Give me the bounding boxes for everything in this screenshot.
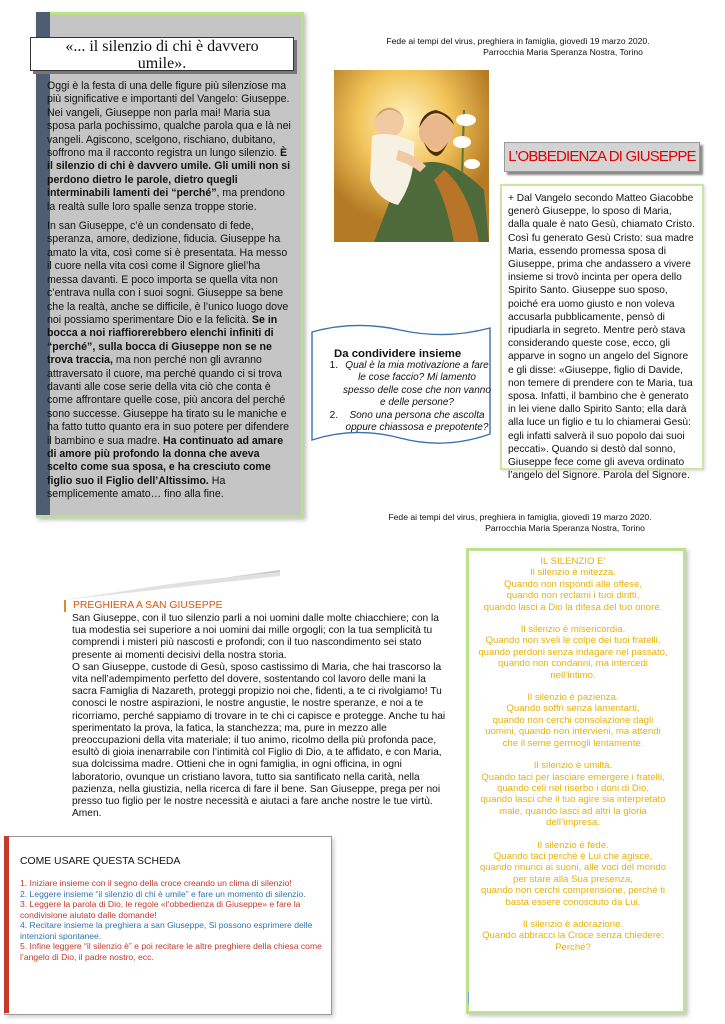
text-run: In san Giuseppe, c’è un condensato di fede, speranza, amore, dedizione, fiducia. Giuseppe ha amato la vita, così come si è presentata. Ha messo il cuore nella vita così come il Signore gliel’ha messa davanti. E poco importa se quella vita non c’entrava nulla con i suoi sogni. Giuseppe sa bene che la realtà, anche se difficile, è l’unico luogo dove noi possiamo sperimentare Dio e la felicità. xyxy=(47,220,289,326)
condividere-title: Da condividere insieme xyxy=(334,348,462,360)
silenzio-line: dell’impresa. xyxy=(546,817,600,829)
usare-item: 4. Recitare insieme la preghiera a san Giuseppe, Si possono esprimere delle intenzioni spontanee. xyxy=(20,920,313,941)
silenzio-line: Quando non rispondi alle offese, xyxy=(504,578,642,590)
silenzio-line: Quando taci per lasciare emergere i fratelli, xyxy=(481,771,665,783)
usare-item: 2. Leggere insieme “il silenzio di chi è umile” e fare un momento di silenzio. xyxy=(20,888,306,899)
usare-list xyxy=(20,878,326,962)
text-run: Oggi è la festa di una delle figure più silenziose ma più significative e importanti del Vangelo: Giuseppe. Nei vangeli, Giuseppe non parla mai! Maria sua sposa parla pochissimo, qualche parola qua e là nei vangeli. Agiscono, scelgono, rischiano, dubitano, soffrono ma il racconto registra un lungo silenzio. xyxy=(47,80,291,160)
silenzio-line: quando rinunci ai suoni, alle voci del mondo xyxy=(479,862,667,874)
silenzio-line: per stare alla Sua presenza, xyxy=(513,873,633,885)
gospel-text: + Dal Vangelo secondo Matteo Giacobbe generò Giuseppe, lo sposo di Maria, dalla quale è nato Gesù, chiamato Cristo. Così fu generato Gesù Cristo: sua madre Maria, essendo promessa sposa di Giuseppe, prima che andassero a vivere insieme si trovò incinta per opera dello Spirito Santo. Giuseppe suo sposo, poiché era uomo giusto e non voleva accusarla pubblicamente, pensò di ripudiarla in segreto. Mentre però stava considerando queste cose, ecco, gli apparve in sogno un angelo del Signore e gli disse: «Giuseppe, figlio di Davide, non temere di prendere con te Maria, tua sposa. Infatti, il bambino che è generato in lei viene dallo Spirito Santo; ella darà alla luce un figlio e tu lo chiamerai Gesù: egli infatti salverà il suo popolo dai suoi peccati». Quando si destò dal sonno, Giuseppe fece come gli aveva ordinato l’angelo del Signore. Parola del Signore. xyxy=(508,193,695,482)
preghiera-accent-bar xyxy=(64,600,66,612)
usare-item: 5. Infine leggere “il silenzio è” e poi recitare le altre preghiere della chiesa come l’angelo di Dio, il padre nostro, ecc. xyxy=(20,941,322,962)
left-body-text xyxy=(47,80,292,508)
preghiera-title: PREGHIERA A SAN GIUSEPPE xyxy=(73,600,223,611)
header-line-1: Fede ai tempi del virus, preghiera in famiglia, giovedì 19 marzo 2020. xyxy=(386,36,650,46)
silenzio-line: quando lasci a Dio la difesa del tuo onore. xyxy=(483,601,663,613)
text-run: ma non perché non gli avranno attraversato il cuore, ma perché quando ci si trova davanti alle cose serie della vita ciò che conta è come affrontare quelle cose, più ancora del perché sono successe. Giuseppe ha tirato su le maniche e ha fatto tutto quanto era in suo potere per difendere il bambino e sua madre. xyxy=(47,354,290,447)
question-item xyxy=(320,410,492,435)
silenzio-heading: Il silenzio è mitezza. xyxy=(530,567,616,579)
silenzio-line: quando non reclami i tuoi diritti, xyxy=(506,590,640,602)
silenzio-line: che il seme germogli lentamente. xyxy=(502,737,644,749)
title-line-1: «... il silenzio di chi è davvero xyxy=(65,38,259,55)
silenzio-line: Quando abbracci la Croce senza chiedere: xyxy=(482,930,664,942)
header-line-2: Parrocchia Maria Speranza Nostra, Torino xyxy=(485,523,645,533)
bold-run: Se in bocca a noi riaffiorerebbero elenchi infiniti di “perché”, sulla bocca di Giuseppe non se ne trova traccia, xyxy=(47,313,278,367)
silenzio-line: quando non cerchi consolazione dagli xyxy=(492,714,654,726)
header-line-1: Fede ai tempi del virus, preghiera in famiglia, giovedì 19 marzo 2020. xyxy=(388,512,652,522)
silenzio-line: Quando non sveli le colpe dei tuoi fratelli, xyxy=(485,635,661,647)
header-line-2: Parrocchia Maria Speranza Nostra, Torino xyxy=(483,47,643,57)
title-line-2: umile». xyxy=(137,55,187,72)
preghiera-text xyxy=(72,613,450,820)
silenzio-line: nell’intimo. xyxy=(550,669,596,681)
silenzio-block-umilta xyxy=(472,760,674,828)
bold-run: Ha continuato ad amare di amore più profondo la donna che aveva scelto come sua sposa, e ha cresciuto come figlio suo il Figlio dell’Altissimo. xyxy=(47,434,284,487)
usare-accent-stripe xyxy=(4,836,9,1013)
text-run: , ma prendono la realtà sulle loro spalle senza troppe storie. xyxy=(47,187,285,213)
header-middle xyxy=(370,512,670,534)
question-text: Qual è la mia motivazione a fare le cose faccio? Mi lamento spesso delle cose che non vanno e delle persone? xyxy=(343,360,491,409)
silenzio-title-box xyxy=(30,37,294,71)
silenzio-heading: Il silenzio è umiltà. xyxy=(533,760,613,772)
usare-item: 3. Leggere la parola di Dio, le regole «l’obbedienza di Giuseppe» e fare la condivisione aiutato dalle domande! xyxy=(20,899,301,920)
usare-title: COME USARE QUESTA SCHEDA xyxy=(20,856,181,867)
left-paragraph-2 xyxy=(47,220,292,502)
question-number: 2. xyxy=(329,409,338,421)
question-item xyxy=(320,360,492,410)
silenzio-heading: Il silenzio è pazienza. xyxy=(527,692,619,704)
silenzio-mark xyxy=(468,992,469,1004)
preghiera-paragraph-1: San Giuseppe, con il tuo silenzio parli a noi uomini dalle molte chiacchiere; con la tua modestia sei superiore a noi uomini dai mille orgogli; con la tua semplicità tu comprendi i misteri più nascosti e profondi; con il tuo nascondimento sei stato presente ai momenti decisivi della nostra storia. xyxy=(72,613,439,661)
saint-joseph-image xyxy=(334,70,489,242)
silenzio-heading: Il silenzio è misericordia. xyxy=(520,624,626,636)
silenzio-line: quando non condanni, ma intercedi xyxy=(498,658,648,670)
silenzio-heading: Il silenzio è fede. xyxy=(537,839,609,851)
silenzio-line: quando perdoni senza indagare nel passato, xyxy=(478,646,668,658)
preghiera-decoration xyxy=(64,570,280,600)
preghiera-paragraph-2: O san Giuseppe, custode di Gesù, sposo castissimo di Maria, che hai trascorso la vita nell’adempimento perfetto del dovere, sostentando col lavoro delle mani la sacra Famiglia di Nazareth, proteggi propizio noi che, fidenti, a te ci rivolgiamo! Tu conosci le nostre aspirazioni, le nostre angustie, le nostre speranze, e noi a te ricorriamo, perché sappiamo di trovare in te chi ci capisce e protegge. Anche tu hai sperimentato la prova, la fatica, la stanchezza; ma, pure in mezzo alle preoccupazioni della vita materiale; il tuo animo, ricolmo della più profonda pace, esultò di gioia inenarrabile con l’intimità col Figlio di Dio, a te affidato, e con Maria, sua dolcissima madre. Ottieni che in ogni famiglia, in ogni officina, in ogni laboratorio, ovunque un cristiano lavora, tutto sia santificato nella carità, nella pazienza, nella giustizia, nella ricerca di fare il bene. San Giuseppe, prega per noi presso tuo figlio per le nostre necessità e aiutaci a fare anche nostre le tue virtù. Amen. xyxy=(72,661,446,820)
silenzio-header: IL SILENZIO E’ xyxy=(540,556,606,567)
silenzio-line: quando celi nel riserbo i doni di Dio, xyxy=(497,782,649,794)
header-top xyxy=(368,36,668,58)
question-number: 1. xyxy=(329,360,338,371)
text-run: Ha semplicemente amato… fino alla fine. xyxy=(47,474,226,501)
silenzio-line: quando non cerchi comprensione, perché ti xyxy=(481,885,665,897)
silenzio-line: Perché? xyxy=(555,941,591,953)
silenzio-block-pazienza xyxy=(472,692,674,749)
condividere-list xyxy=(320,360,492,434)
silenzio-block-misericordia xyxy=(472,624,674,681)
silenzio-line: Quando soffri senza lamentarti, xyxy=(506,703,640,715)
usare-item: 1. Iniziare insieme con il segno della croce creando un clima di silenzio! xyxy=(20,878,292,888)
silenzio-block-adorazione xyxy=(472,919,674,953)
bold-run: È il silenzio di chi è davvero umile. Gli umili non si perdono dietro le parole, dietro quegli interminabili lamenti dei “perché” xyxy=(47,147,291,200)
obbedienza-label: L’OBBEDIENZA DI GIUSEPPE xyxy=(504,142,700,172)
silenzio-block-fede xyxy=(472,840,674,908)
question-text: Sono una persona che ascolta oppure chiassosa e prepotente? xyxy=(345,409,489,434)
silenzio-line: basta essere conosciuto da Lui. xyxy=(505,896,641,908)
silenzio-heading: Il silenzio è adorazione. xyxy=(522,918,624,930)
silenzio-line: uomini, quando non intervieni, ma attendi xyxy=(485,726,661,738)
left-paragraph-1 xyxy=(47,80,292,214)
silenzio-text xyxy=(472,556,674,964)
silenzio-line: Quando taci perché è Lui che agisce, xyxy=(493,850,653,862)
silenzio-line: male, quando lasci ad altri la gloria xyxy=(499,805,647,817)
silenzio-line: quando lasci che il tuo agire sia interpretato xyxy=(480,794,666,806)
silenzio-block-mitezza xyxy=(472,556,674,613)
